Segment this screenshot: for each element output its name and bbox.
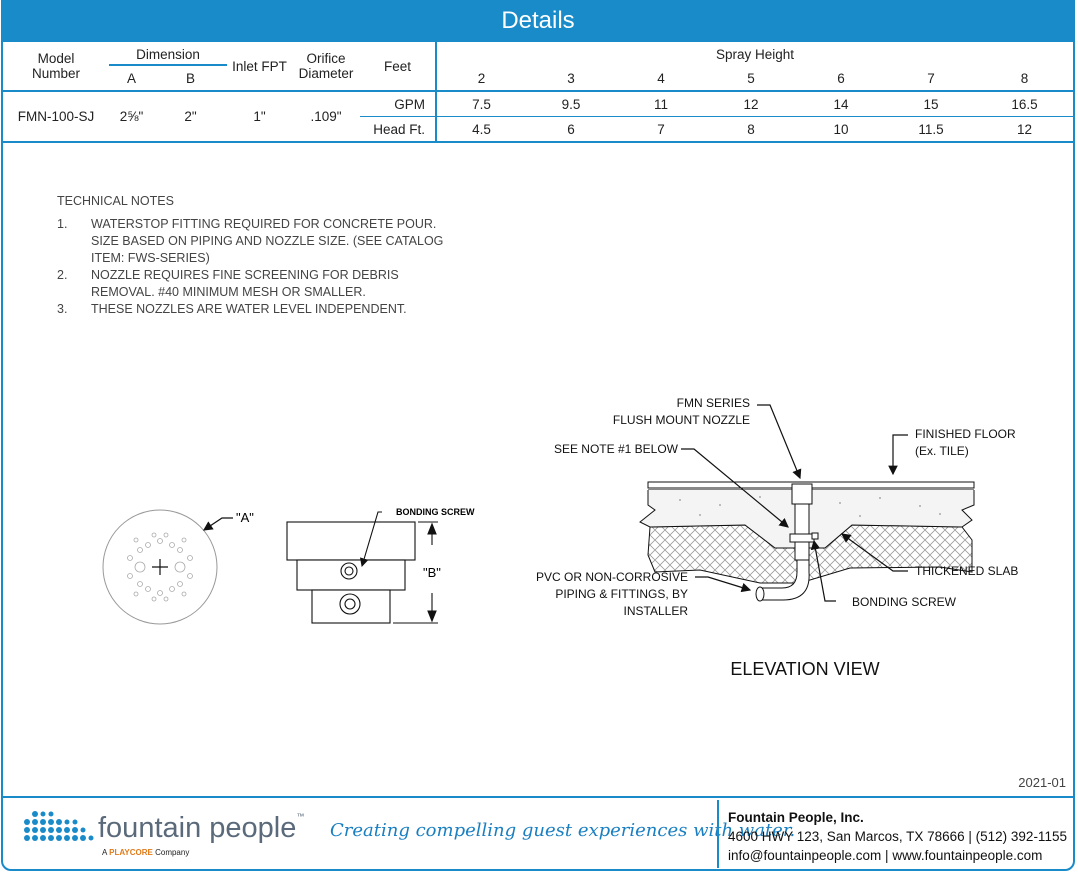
height-cell: 7: [886, 66, 976, 91]
note-item: 1. WATERSTOP FITTING REQUIRED FOR CONCRETE POUR. SIZE BASED ON PIPING AND NOZZLE SIZE. (SEE CATALOG ITEM: FWS-SERIES): [57, 217, 444, 265]
notes-title: TECHNICAL NOTES: [57, 194, 174, 208]
gpm-cell: 16.5: [976, 91, 1073, 117]
height-cell: 2: [436, 66, 526, 91]
label-see-note: SEE NOTE #1 BELOW: [553, 442, 678, 456]
dimension-header: Dimension: [109, 42, 227, 66]
height-cell: 8: [976, 66, 1073, 91]
label-ex-tile: (Ex. TILE): [915, 444, 969, 458]
spray-height-header: Spray Height: [436, 42, 1073, 66]
tagline: Creating compelling guest experiences with water.: [330, 820, 796, 841]
dim-b-value: 2": [154, 91, 227, 142]
head-cell: 12: [976, 117, 1073, 143]
elevation-view-title: ELEVATION VIEW: [730, 659, 880, 679]
height-cell: 4: [616, 66, 706, 91]
orifice-value: .109": [292, 91, 360, 142]
inlet-value: 1": [227, 91, 292, 142]
company-contact: info@fountainpeople.com | www.fountainpeople.com: [728, 848, 1043, 863]
label-pvc-1: PVC OR NON-CORROSIVE: [535, 570, 688, 584]
company-logo: [22, 808, 305, 857]
gpm-label: GPM: [360, 91, 436, 117]
page-title: Details: [501, 7, 575, 34]
label-bonding-screw: BONDING SCREW: [852, 595, 957, 609]
gpm-cell: 15: [886, 91, 976, 117]
head-cell: 7: [616, 117, 706, 143]
logo-dots-icon: [22, 808, 94, 848]
model-value: FMN-100-SJ: [3, 91, 109, 142]
label-fmn-series: FMN SERIES: [676, 396, 750, 410]
label-pvc-2: PIPING & FITTINGS, BY: [555, 587, 688, 601]
height-cell: 3: [526, 66, 616, 91]
dim-a-header: A: [109, 66, 154, 91]
footer-separator: [717, 800, 719, 868]
height-cell: 5: [706, 66, 796, 91]
nozzle-top-view: [103, 510, 233, 624]
gpm-cell: 12: [706, 91, 796, 117]
label-b: "B": [423, 565, 441, 580]
label-finished-floor: FINISHED FLOOR: [915, 427, 1016, 441]
label-thickened-slab: THICKENED SLAB: [915, 564, 1019, 578]
note-item: 2. NOZZLE REQUIRES FINE SCREENING FOR DEBRIS REMOVAL. #40 MINIMUM MESH OR SMALLER.: [57, 268, 399, 299]
head-cell: 4.5: [436, 117, 526, 143]
dim-b-header: B: [154, 66, 227, 91]
company-name: Fountain People, Inc.: [728, 810, 864, 825]
note-item: 3. THESE NOZZLES ARE WATER LEVEL INDEPENDENT.: [57, 302, 407, 316]
height-cell: 6: [796, 66, 886, 91]
label-bonding-screw-small: BONDING SCREW: [396, 507, 475, 517]
playcore-tag: A PLAYCORE Company: [102, 848, 190, 857]
orifice-header: Orifice Diameter: [292, 42, 360, 91]
gpm-cell: 7.5: [436, 91, 526, 117]
gpm-cell: 11: [616, 91, 706, 117]
revision-date: 2021-01: [1018, 775, 1066, 790]
head-cell: 6: [526, 117, 616, 143]
label-pvc-3: INSTALLER: [623, 604, 688, 618]
footer-divider: [3, 796, 1073, 798]
inlet-header: Inlet FPT: [227, 42, 292, 91]
dim-a-value: 2⅝": [109, 91, 154, 142]
model-header: Model Number: [3, 42, 109, 91]
head-cell: 10: [796, 117, 886, 143]
company-info: [728, 808, 1067, 865]
feet-header: Feet: [360, 42, 436, 91]
head-cell: 8: [706, 117, 796, 143]
nozzle-side-view: [287, 512, 438, 623]
head-label: Head Ft.: [360, 117, 436, 143]
company-address: 4600 HWY 123, San Marcos, TX 78666 | (512) 392-1155: [728, 829, 1067, 844]
label-a: "A": [236, 510, 254, 525]
gpm-cell: 9.5: [526, 91, 616, 117]
gpm-cell: 14: [796, 91, 886, 117]
brand-name: fountain people™: [98, 812, 305, 844]
label-flush-mount-nozzle: FLUSH MOUNT NOZZLE: [612, 413, 750, 427]
head-cell: 11.5: [886, 117, 976, 143]
